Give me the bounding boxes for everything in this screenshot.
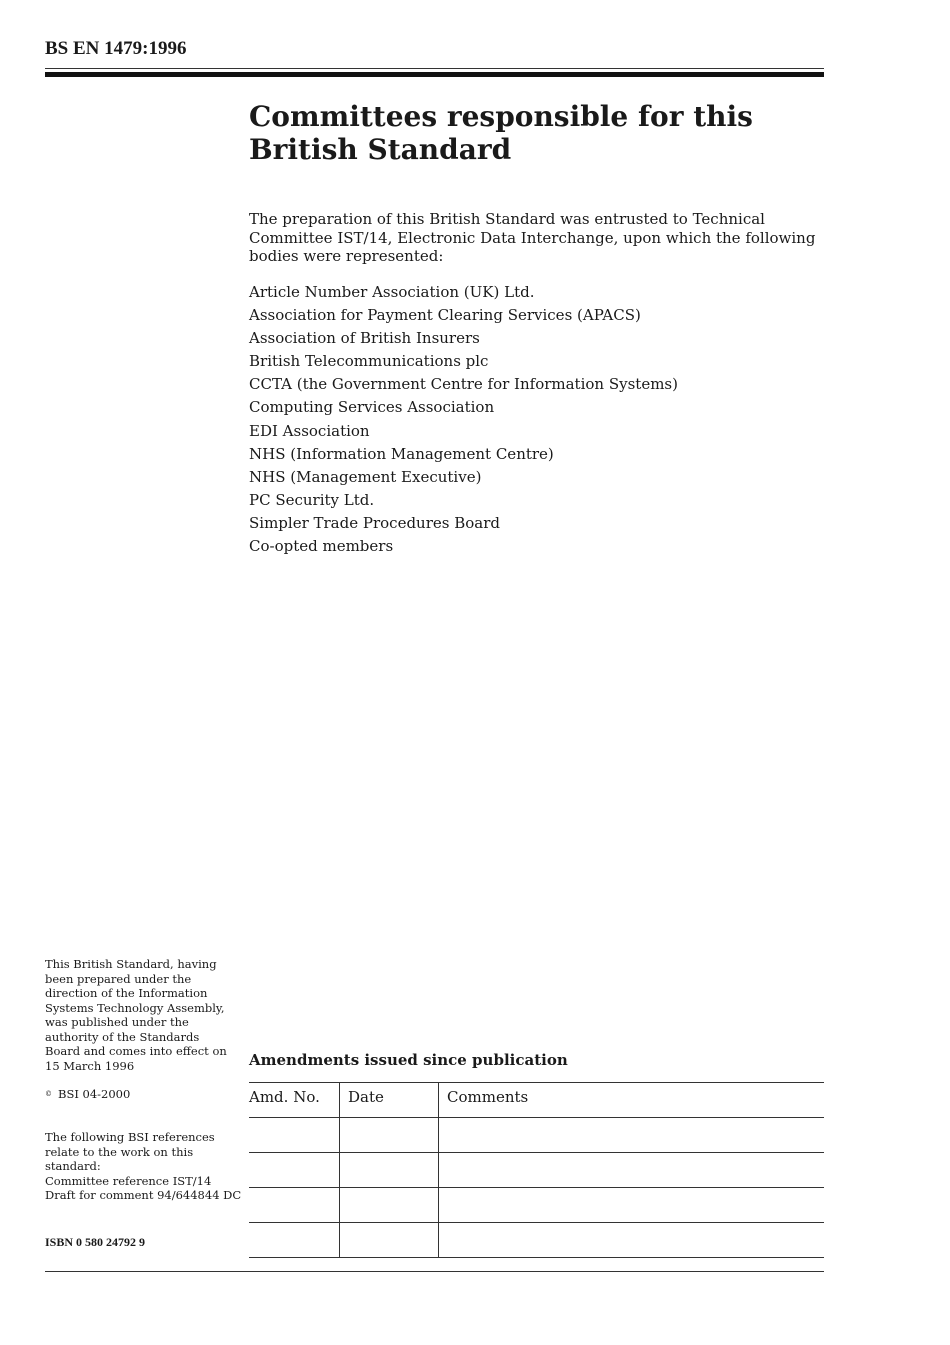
table-header-row (249, 1083, 824, 1118)
table-cell (249, 1153, 340, 1188)
list-item: NHS (Management Executive) (249, 467, 482, 486)
list-item: EDI Association (249, 421, 370, 440)
title-line-2: British Standard (249, 133, 512, 166)
publication-note-line: direction of the Information (45, 986, 208, 1000)
list-item: Association of British Insurers (249, 329, 480, 348)
copyright-notice (45, 1087, 245, 1102)
reference-line: Committee reference IST/14 (45, 1173, 212, 1188)
publication-note-line: Board and comes into effect on (45, 1044, 227, 1058)
table-cell (340, 1118, 439, 1153)
column-header-amd-no: Amd. No. (249, 1083, 340, 1118)
table-cell (340, 1153, 439, 1188)
copyright-text: BSI 04-2000 (58, 1087, 131, 1101)
table-cell (340, 1223, 439, 1258)
header-rule-thick (45, 72, 824, 77)
list-item: Simpler Trade Procedures Board (249, 513, 500, 532)
list-item: Co-opted members (249, 537, 394, 556)
publication-note-line: Systems Technology Assembly, (45, 1000, 225, 1015)
list-item: PC Security Ltd. (249, 490, 375, 509)
list-item: CCTA (the Government Centre for Information Systems) (249, 375, 678, 394)
reference-line: relate to the work on this (45, 1144, 194, 1159)
publication-note-line: authority of the Standards (45, 1029, 200, 1044)
publication-note-line: 15 March 1996 (45, 1058, 135, 1073)
table-cell (439, 1223, 825, 1258)
copyright-symbol: © (45, 1090, 52, 1098)
title-line-1: Committees responsible for this (249, 100, 753, 133)
amendments-title: Amendments issued since publication (249, 1051, 568, 1069)
represented-bodies-list (249, 281, 678, 558)
footer-rule (45, 1271, 824, 1272)
column-header-comments: Comments (439, 1083, 825, 1118)
reference-line: Draft for comment 94/644844 DC (45, 1188, 242, 1202)
publication-note-line: was published under the (45, 1015, 189, 1029)
list-item: Article Number Association (UK) Ltd. (249, 283, 535, 301)
table-row (249, 1153, 824, 1188)
column-header-date: Date (340, 1083, 439, 1118)
table-cell (249, 1188, 340, 1223)
intro-paragraph: The preparation of this British Standard was entrusted to Technical Committee IST/14, Electronic Data Interchange, upon which the following bodies were represented: (249, 210, 816, 265)
table-cell (439, 1153, 825, 1188)
header-rule-thin (45, 68, 824, 69)
amendments-table (249, 1082, 824, 1258)
table-cell (340, 1188, 439, 1223)
table-cell (439, 1118, 825, 1153)
bsi-references (45, 1130, 250, 1203)
table-row (249, 1118, 824, 1153)
list-item: NHS (Information Management Centre) (249, 444, 554, 463)
publication-note-line: This British Standard, having (45, 957, 217, 971)
table-row (249, 1223, 824, 1258)
list-item: British Telecommunications plc (249, 352, 489, 371)
list-item: Computing Services Association (249, 398, 495, 417)
publication-note (45, 957, 245, 1073)
standard-number: BS EN 1479:1996 (45, 38, 187, 59)
reference-line: standard: (45, 1159, 101, 1173)
table-cell (249, 1223, 340, 1258)
table-cell (249, 1118, 340, 1153)
publication-note-line: been prepared under the (45, 971, 192, 986)
table-row (249, 1188, 824, 1223)
page-title (249, 100, 824, 166)
isbn: ISBN 0 580 24792 9 (45, 1235, 146, 1249)
table-cell (439, 1188, 825, 1223)
reference-line: The following BSI references (45, 1130, 215, 1144)
list-item: Association for Payment Clearing Services (APACS) (249, 306, 641, 325)
